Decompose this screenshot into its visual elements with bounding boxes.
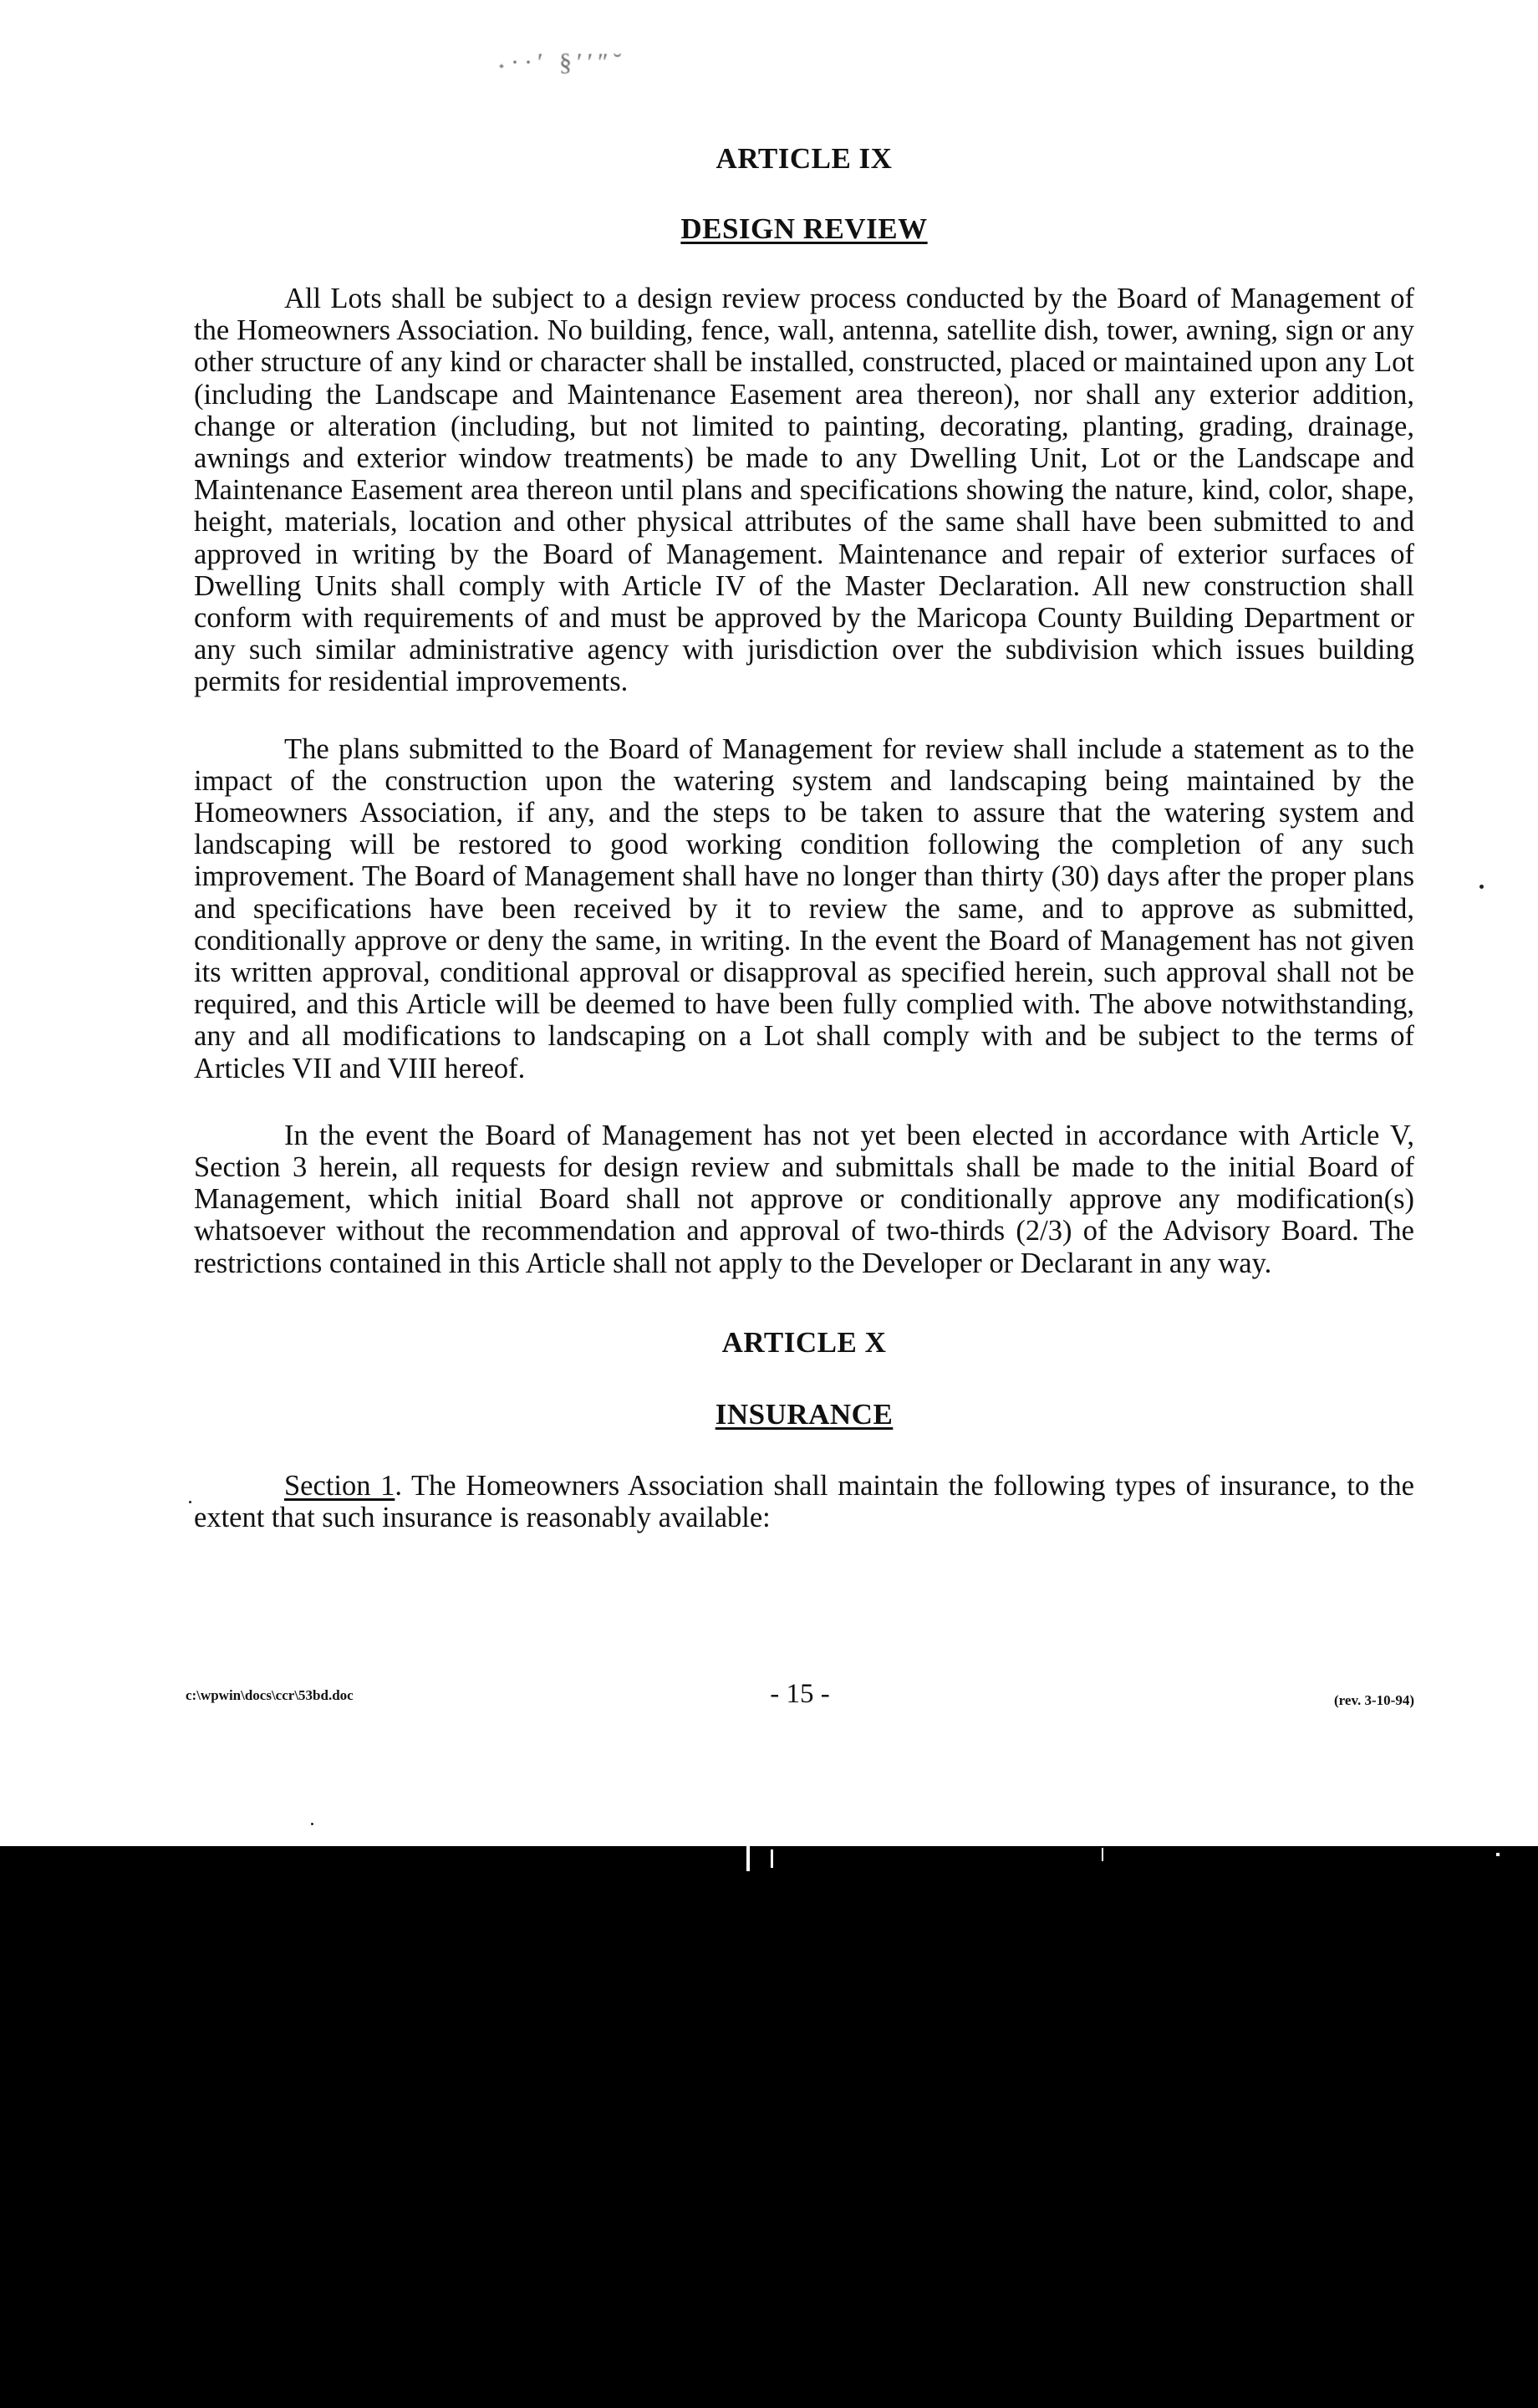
article-10-subtitle: INSURANCE	[715, 1397, 894, 1431]
article-9-paragraph-3: In the event the Board of Management has not yet been elected in accordance with Article V, Section 3 herein, all requests for design review and submittals shall be made to the initial Board of Management, which initial Board shall not approve or conditionally approve any modification(s) whatsoever without the recommendation and approval of two-thirds (2/3) of the Advisory Board. The restrictions contained in this Article shall not apply to the Developer or Declarant in any way.	[194, 1119, 1414, 1279]
scan-speck	[189, 1501, 191, 1503]
article-9-paragraph-1: All Lots shall be subject to a design review process conducted by the Board of Management of the Homeowners Association. No building, fence, wall, antenna, satellite dish, tower, awning, sign or any other structure of any kind or character shall be installed, constructed, placed or maintained upon any Lot (including the Landscape and Maintenance Easement area thereon), nor shall any exterior addition, change or alteration (including, but not limited to painting, decorating, planting, grading, drainage, awnings and exterior window treatments) be made to any Dwelling Unit, Lot or the Landscape and Maintenance Easement area thereon until plans and specifications showing the nature, kind, color, shape, height, materials, location and other physical attributes of the same shall have been submitted to and approved in writing by the Board of Management. Maintenance and repair of exterior surfaces of Dwelling Units shall comply with Article IV of the Master Declaration. All new construction shall conform with requirements of and must be approved by the Maricopa County Building Department or any such similar administrative agency with jurisdiction over the subdivision which issues building permits for residential improvements.	[194, 283, 1414, 698]
article-9-subtitle: DESIGN REVIEW	[680, 212, 928, 245]
scan-artifact	[1496, 1853, 1500, 1856]
scan-mark: ˖··′ §′′″˘	[497, 48, 627, 76]
scan-artifact	[771, 1849, 773, 1868]
article-10-section-1	[194, 1470, 1414, 1533]
section-1-text: . The Homeowners Association shall maintain the following types of insurance, to the extent that such insurance is reasonably available:	[194, 1469, 1414, 1534]
article-9-title: ARTICLE IX	[716, 142, 893, 175]
footer-page-number: - 15 -	[770, 1679, 830, 1709]
scan-speck	[311, 1823, 313, 1825]
article-9-paragraph-2: The plans submitted to the Board of Management for review shall include a statement as to the impact of the construction upon the watering system and landscaping being maintained by the Homeowners Association, if any, and the steps to be taken to assure that the watering system and landscaping will be restored to good working condition following the completion of any such improvement. The Board of Management shall have no longer than thirty (30) days after the proper plans and specifications have been received by it to review the same, and to approve as submitted, conditionally approve or deny the same, in writing. In the event the Board of Management has not given its written approval, conditional approval or disapproval as specified herein, such approval shall not be required, and this Article will be deemed to have been fully complied with. The above notwithstanding, any and all modifications to landscaping on a Lot shall comply with and be subject to the terms of Articles VII and VIII hereof.	[194, 732, 1414, 1084]
footer-file-path: c:\wpwin\docs\ccr\53bd.doc	[186, 1687, 354, 1703]
scan-speck	[1479, 885, 1484, 889]
document-body	[194, 134, 1414, 1533]
footer-revision: (rev. 3-10-94)	[1334, 1692, 1414, 1708]
article-10-title: ARTICLE X	[721, 1325, 887, 1359]
scan-artifact	[746, 1846, 750, 1871]
page-footer	[186, 1681, 1414, 1714]
section-1-label: Section 1	[284, 1469, 395, 1502]
scan-artifact	[1102, 1848, 1103, 1861]
scan-black-border	[0, 1846, 1538, 2408]
